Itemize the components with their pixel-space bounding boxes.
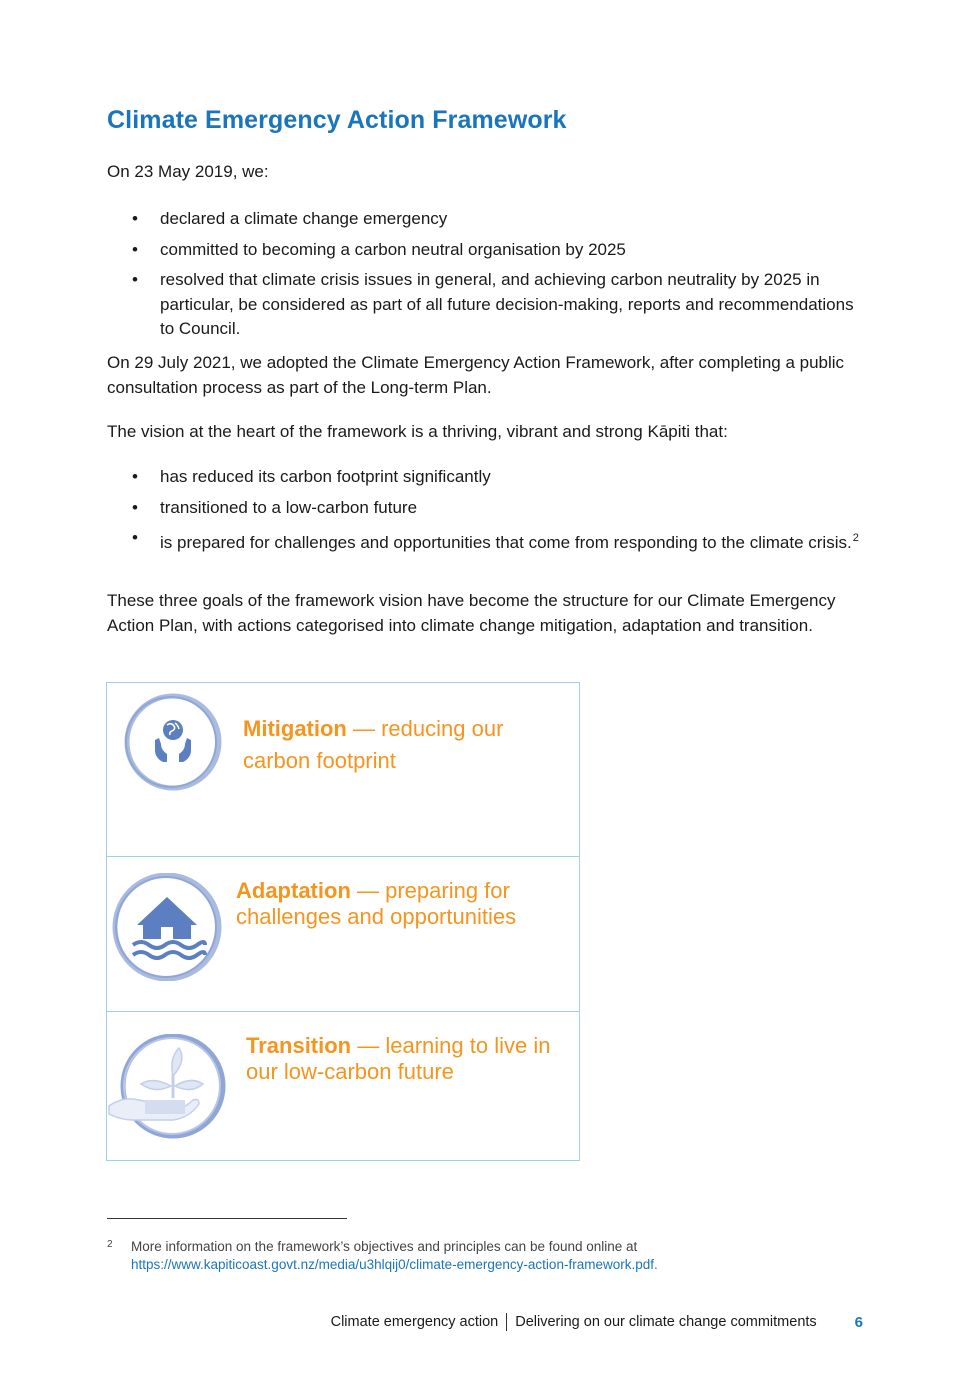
goal-row-transition — [107, 1012, 579, 1160]
footer-separator — [506, 1313, 507, 1331]
vision-list — [107, 465, 867, 562]
intro-paragraph: On 23 May 2019, we: — [107, 162, 269, 181]
page-footer — [331, 1313, 863, 1331]
footnote-number: 2 — [107, 1239, 113, 1250]
footnote-marker[interactable]: 2 — [852, 532, 859, 544]
page-number: 6 — [854, 1313, 863, 1331]
footnote-divider — [107, 1218, 347, 1219]
goal-mitigation-description: — reducing our carbon footprint — [243, 716, 504, 773]
vision-point-text: is prepared for challenges and opportunities that come from responding to the climate crisis. — [160, 533, 852, 552]
goal-adaptation-description: — preparing for challenges and opportunities — [236, 878, 517, 929]
goal-row-mitigation — [107, 683, 579, 857]
list-item: • resolved that climate crisis issues in general, and achieving carbon neutrality by 2025 in particular, be considered as part of all future decision-making, reports and recommendations to Council. — [107, 268, 867, 342]
footnote — [107, 1238, 867, 1274]
list-item: • transitioned to a low-carbon future — [107, 496, 867, 521]
footnote-link[interactable]: https://www.kapiticoast.govt.nz/media/u3hlqij0/climate-emergency-action-framework.pdf. — [131, 1257, 658, 1272]
flooded-house-icon — [111, 873, 223, 981]
footer-section: Delivering on our climate change commitments — [515, 1314, 817, 1330]
goal-adaptation-name: Adaptation — [236, 878, 351, 903]
goal-mitigation-text — [243, 713, 563, 777]
seedling-in-hand-icon — [107, 1034, 229, 1142]
globe-in-hands-icon — [117, 690, 229, 794]
goal-mitigation-name: Mitigation — [243, 716, 347, 741]
goal-transition-description: — learning to live in our low-carbon future — [246, 1033, 551, 1084]
vision-intro-paragraph: The vision at the heart of the framework is a thriving, vibrant and strong Kāpiti that: — [107, 422, 728, 441]
list-item — [107, 526, 867, 556]
adoption-paragraph: On 29 July 2021, we adopted the Climate Emergency Action Framework, after completing a public consultation process as part of the Long-term Plan. — [107, 353, 845, 397]
goal-transition-name: Transition — [246, 1033, 352, 1058]
list-item: • has reduced its carbon footprint significantly — [107, 465, 867, 490]
goals-table — [106, 682, 580, 1161]
list-item: • declared a climate change emergency — [107, 207, 867, 232]
footer-doc-title: Climate emergency action — [330, 1314, 499, 1330]
goal-transition-text — [246, 1033, 566, 1085]
footnote-text: More information on the framework’s objectives and principles can be found online at — [131, 1239, 638, 1254]
goal-adaptation-text — [236, 878, 566, 930]
goals-summary-paragraph: These three goals of the framework vision have become the structure for our Climate Emergency Action Plan, with actions categorised into climate change mitigation, adaptation and transition. — [107, 591, 836, 635]
list-item: • committed to becoming a carbon neutral organisation by 2025 — [107, 238, 867, 263]
goal-row-adaptation — [107, 857, 579, 1012]
decisions-list — [107, 207, 867, 348]
page-title: Climate Emergency Action Framework — [107, 106, 567, 134]
